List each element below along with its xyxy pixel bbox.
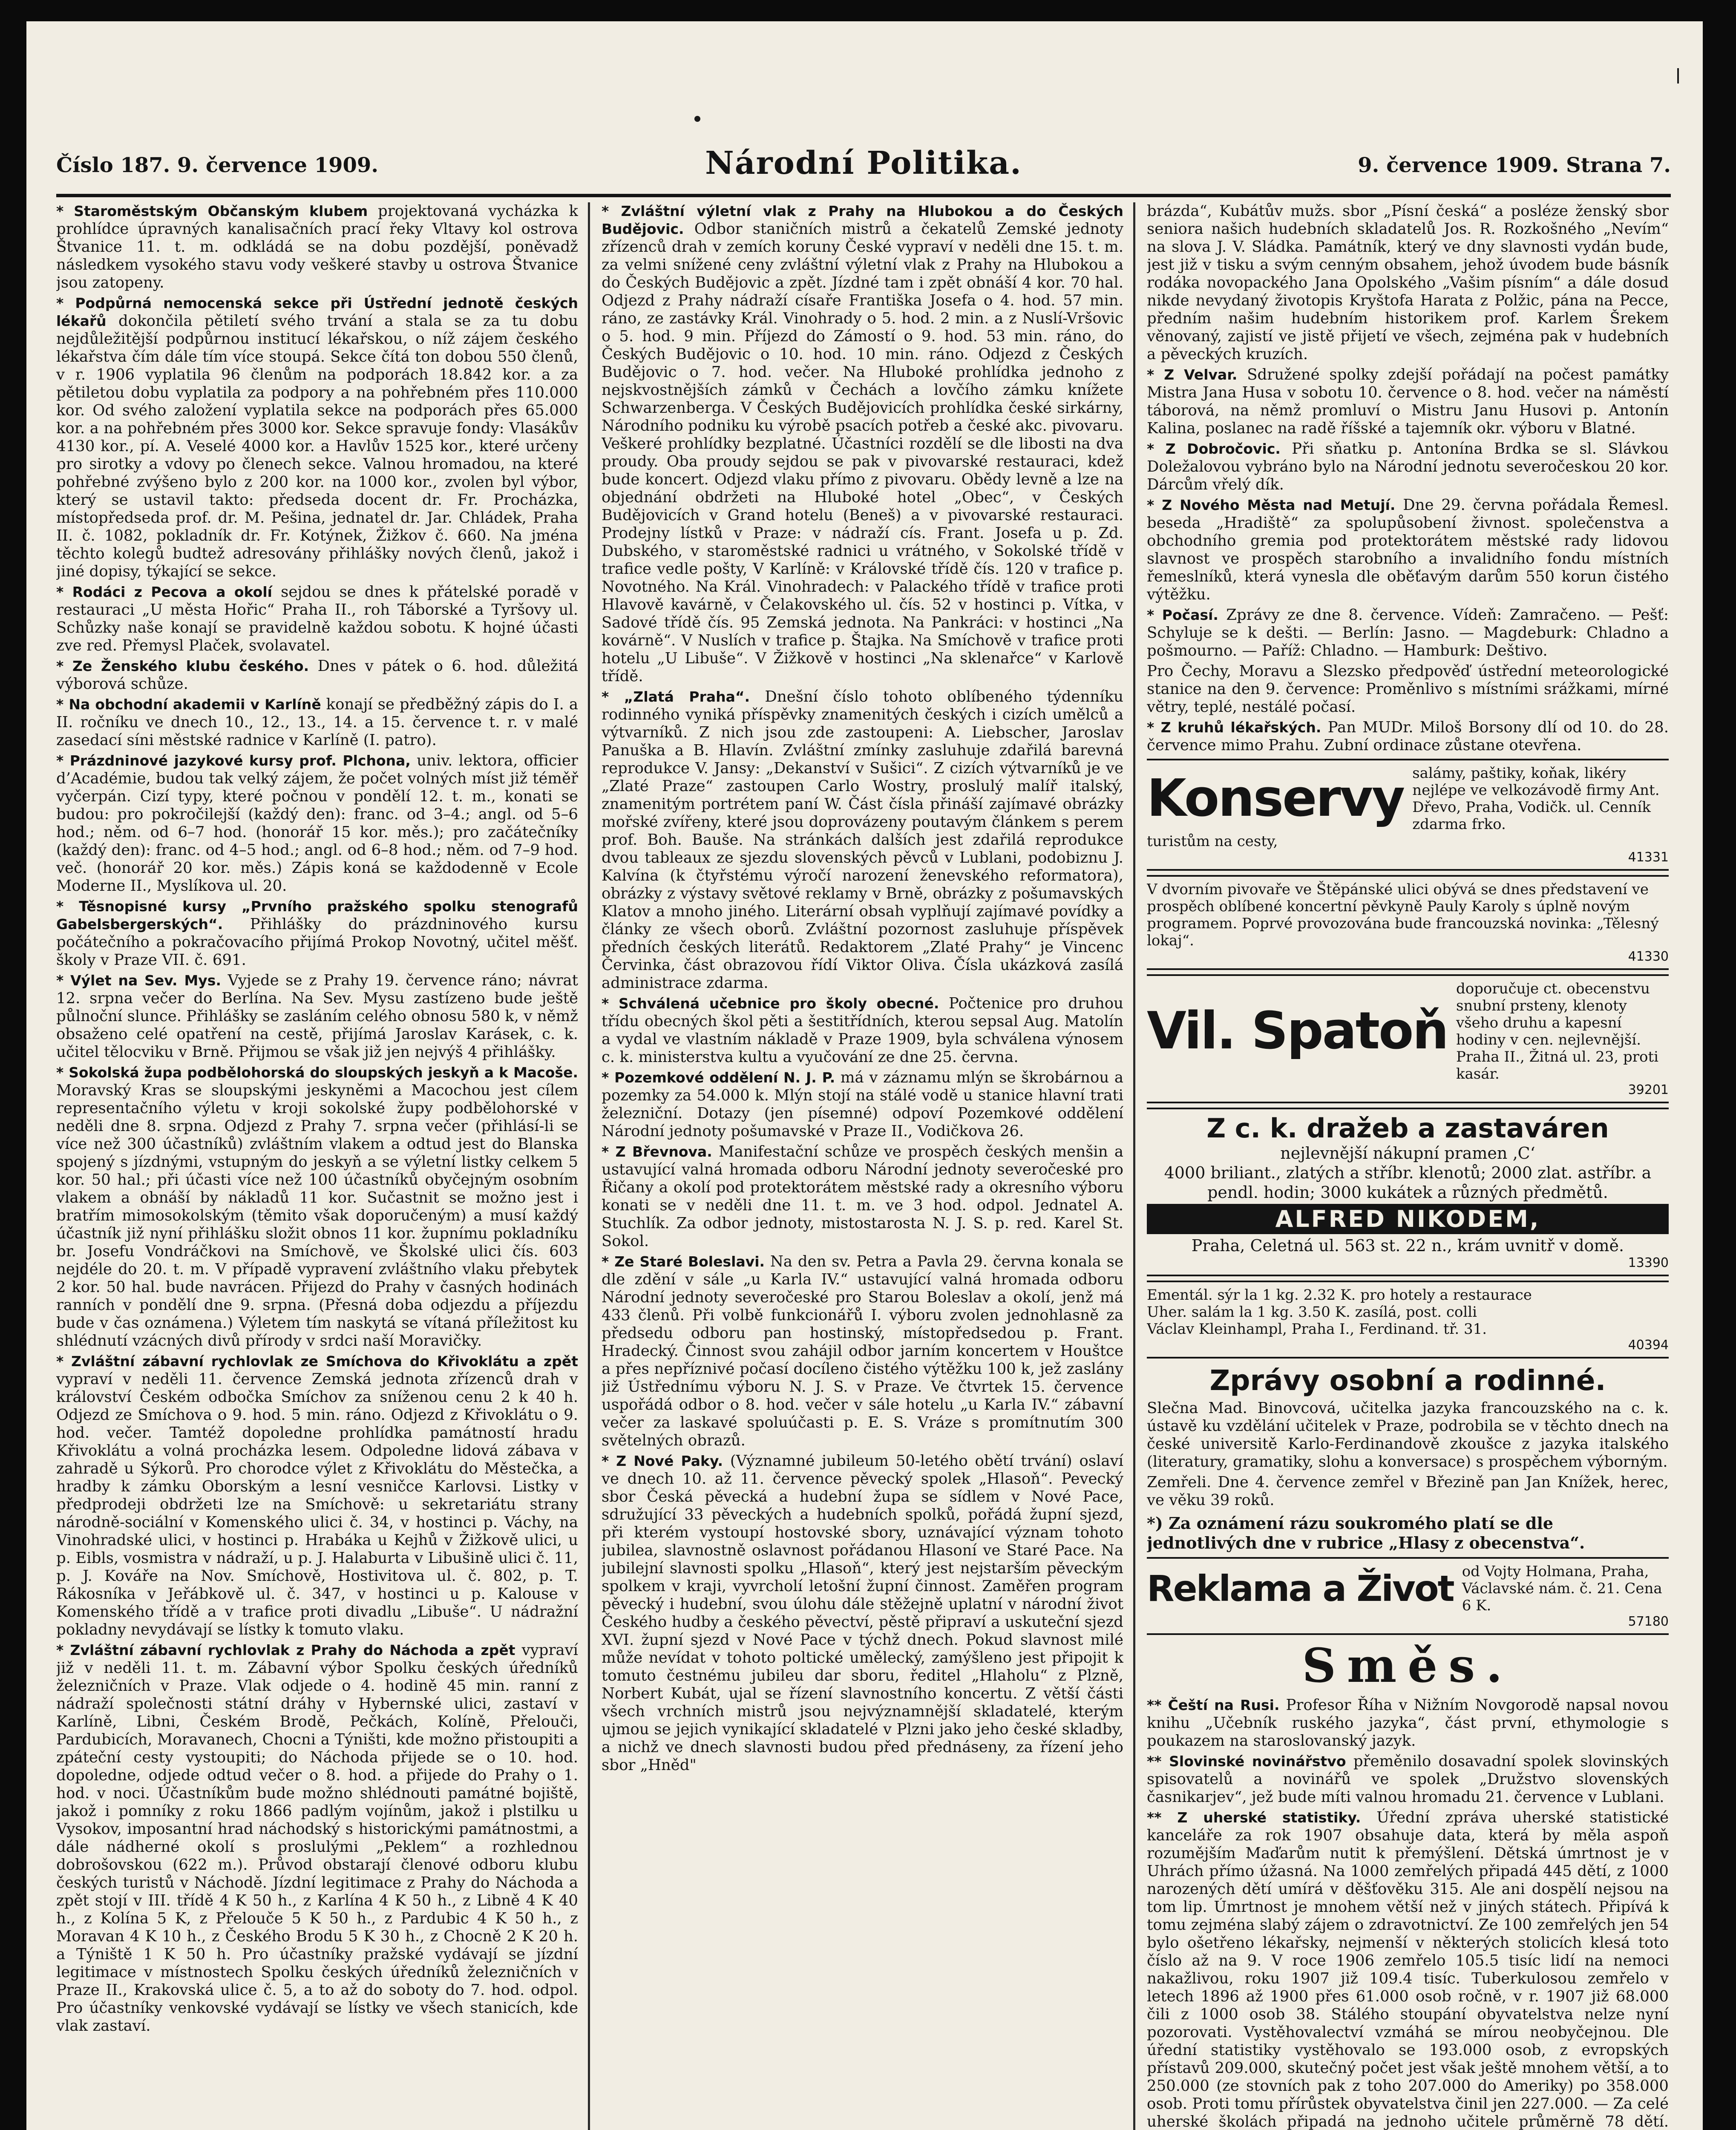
ad-text: salámy, paštiky, koňak, likéry nejlépe ve velkozávodě firmy Ant. Dřevo, Praha, Vodičk. ul. Cenník zdarma frko. xyxy=(1412,765,1660,833)
article-body: vypraví v neděli 11. července Zemská jednota zřízenců drah v království Českém odbočka Smíchov za sníženou cenu 2 k 40 h. Odjezd ze Smíchova o 9. hod. 5 min. ráno. Odjezd z Křivoklátu o 9. hod. večer. Tamtéž dopoledne prohlídka památností hradu Křivoklátu a volná procházka lesem. Odpoledne lidová zábava v zahradě u Sýkorů. Pro chorodce výlet z Křivoklátu do Městečka, a hradby k zámku Oborským a lesní vesničce Karlovsi. Listky v předprodeji obdržeti lze na Smíchově: u sekretariátu strany národně-sociální v Komenského ulici č. 34, v hostinci p. Váchy, na Vinohradské ulici, v hostinci p. Hrabáka u Kejhů v Žižkově ulici, u p. Eibls, vosmistra v nádraží, u p. J. Halaburta v Libušině ulici č. 11, p. J. Kováře na Nov. Smíchově, Hostivitova ul. č. 802, p. T. Rákosníka v Jeřábkově ul. č. 347, v hostinci u p. Kalouse v Komenského třídě a v trafice proti divadlu „Libuše“. U nádražní pokladny nevydávají se lístky k tomuto vlaku. xyxy=(56,1370,578,1638)
ad-row xyxy=(1147,1563,1669,1614)
column-rule xyxy=(1133,202,1135,2130)
advertisement-pivovar xyxy=(1147,875,1669,970)
article xyxy=(56,1064,578,1350)
ad-number: 39201 xyxy=(1628,1082,1669,1097)
ad-number: 40394 xyxy=(1628,1338,1669,1353)
article-body: Manifestační schůze ve prospěch českých menšin a ustavující valná hromada odboru Národní jednoty severočeské pro Řičany a okolí pod protektorátem městské rady a okresního výboru konati se v neděli dne 11. t. m. ve 3 hod. odpol. Jednatel A. Stuchlík. Za odbor jednoty, mistostarosta N. J. S. p. red. Karel St. Sokol. xyxy=(602,1143,1123,1250)
article-heading: * Z Břevnova. xyxy=(602,1143,712,1160)
article xyxy=(1147,496,1669,604)
article-body: Zemřeli. Dne 4. července zemřel v Březině pan Jan Knížek, herec, ve věku 39 roků. xyxy=(1147,1474,1669,1509)
ad-subtext: turistům na cesty, xyxy=(1147,833,1278,850)
ad-line: Ementál. sýr la 1 kg. 2.32 K. pro hotely a restaurace xyxy=(1147,1287,1532,1304)
article-body: vypraví již v neděli 11. t. m. Zábavní výbor Spolku českých úředníků železničních v Praze. Vlak odjede o 4. hodině 45 min. ranní z nádraží společnosti státní dráhy v Hybernské ulici, zastaví v Karlíně, Libni, Českém Brodě, Pečkách, Kolíně, Přelouči, Pardubicích, Moravanech, Chocni a Týništi, kde možno přistoupiti a zpáteční cesty vystoupiti; do Náchoda přijede se o 10. hod. dopoledne, odjede odtud večer o 8. hod. a přijede do Prahy o 1. hod. v noci. Účastníkům bude možno shlédnouti památné bojiště, jakož i pomníky z roku 1866 padlým vojínům, jakož i plstilku u Vysokov, imposantní hrad náchodský s historickými památnostmi, a dále nádherné okolí s proslulými „Peklem“ a rozhlednou dobrošovskou (622 m.). Průvod obstarají členové odboru klubu českých turistů v Náchodě. Jízdní legitimace z Prahy do Náchoda a zpět stojí v III. třídě 4 K 50 h., z Karlína 4 K 50 h., z Libně 4 K 40 h., z Kolína 5 K, z Přelouče 5 K 50 h., z Pardubic 4 K 50 h., z Moravan 4 K 10 h., z Českého Brodu 5 K 30 h., z Chocně 2 K 20 h. a Týniště 1 K 50 h. Pro účastníky pražské vydávají se jízdní legitimace v místnostech Spolku českých úředníků železničních v Praze II., Krakovská ulice č. 5, a to až do soboty do 7. hod. odpol. Pro účastníky venkovské vydávají se lístky ve všech stanicích, kde vlak zastaví. xyxy=(56,1641,578,2035)
article xyxy=(1147,440,1669,494)
ad-row xyxy=(1147,765,1669,833)
article xyxy=(1147,1474,1669,1509)
article-body: Zprávy ze dne 8. července. Vídeň: Zamračeno. — Pešť: Schyluje se k dešti. — Berlín: Jasno. — Magdeburk: Chladno a pošmourno. — Paříž: Chladno. — Hamburk: Deštivo. xyxy=(1147,606,1669,659)
article-body: Profesor Říha v Nižním Novgorodě napsal novou knihu „Učebník ruského jazyka“, část první, ethymologie s poukazem na staroslovanský jazyk. xyxy=(1147,1696,1669,1750)
article-heading: * Pozemkové oddělení N. J. P. xyxy=(602,1069,835,1086)
article-heading: * Z Dobročovic. xyxy=(1147,440,1281,457)
article-body: Dne 29. června pořádala Řemesl. beseda „Hradiště“ za spolupůsobení živnost. společenstva a obchodního gremia pod protektorátem městské rady lidovou slavnost ve prospěch starobního a invalidního fondu místních řemeslníků, která vynesla dle oběťavým darům 550 korun čistého výtěžku. xyxy=(1147,496,1669,603)
article-heading: * Ze Staré Boleslavi. xyxy=(602,1253,765,1270)
date-page: 9. července 1909. Strana 7. xyxy=(1358,153,1671,177)
article xyxy=(56,294,578,581)
article-heading: * Počasí. xyxy=(1147,607,1218,623)
article-heading: ** Z uherské statistiky. xyxy=(1147,1809,1361,1826)
article xyxy=(56,752,578,895)
article-heading: * Zvláštní výletní vlak z Prahy na Hlubokou a do Českých Budějovic. xyxy=(602,203,1123,237)
article xyxy=(1147,366,1669,438)
article xyxy=(1147,202,1669,363)
article-heading: * Těsnopisné kursy „Prvního pražského spolku stenografů Gabelsbergerských“. xyxy=(56,898,578,933)
article xyxy=(1147,1399,1669,1471)
article-heading: * Na obchodní akademii v Karlíně xyxy=(56,696,321,713)
article xyxy=(1147,1696,1669,1750)
column-3 xyxy=(1147,202,1669,2130)
ad-line: 4000 briliant., zlatých a stříbr. klenotů; 2000 zlat. astříbr. a pendl. hodin; 3000 kukátek a různých předmětů. xyxy=(1164,1163,1652,1202)
article xyxy=(56,583,578,655)
article-heading: * Rodáci z Pecova a okolí xyxy=(56,584,272,600)
article-heading: * Sokolská župa podbělohorská do sloupských jeskyň a k Macoše. xyxy=(56,1064,578,1081)
article-body: Moravský Kras se sloupskými jeskyněmi a Macochou jest cílem representačního výletu v kroji sokolské župy podbělohorské v neděli dne 8. srpna. Odjezd z Prahy 7. srpna večer (přihlásí-li se více než 300 účastníků) zvláštním vlakem a odtud jest do Blanska spojený s jízdnými, vstupným do jeskyň a se výletní listky celkem 5 kor. 50 hal.; při účasti více než 100 účastníků obyčejným osobním vlakem a obnáší by nákladů 11 kor. Sučastnit se možno jest i bratřím mimosokolským (těmito však doporučeným) a musí každý účastník již nyní přihlášku složit obnos 11 kor. župnímu pokladníku br. Josefu Vondráčkovi na Smíchově, ve Školské ulici čís. 603 nejdéle do 20. t. m. V případě vypravení zvláštního vlaku přebytek 2 kor. 50 hal. bude navrácen. Přijezd do Prahy v časných hodinách ranních v pondělí dne 9. srpna. (Přesná doba odjezdu a příjezdu bude v čas oznámena.) Výletem tím naskytá se vítaná příležitost ku shlédnutí vzácných divů přírody v srdci naší Moravičky. xyxy=(56,1082,578,1350)
article xyxy=(1147,1809,1669,2130)
article xyxy=(602,202,1123,685)
advertisement-spaton xyxy=(1147,974,1669,1103)
ad-headline: Vil. Spatoň xyxy=(1147,1002,1448,1061)
article-heading: * Staroměstským Občanským klubem xyxy=(56,203,368,219)
ad-address: Praha, Celetná ul. 563 st. 22 n., krám uvnitř v domě. xyxy=(1191,1236,1624,1255)
article-body: projektovaná vycházka k prohlídce úpravných kanalisačních prací řeky Vltavy kol ostrova Štvanice 11. t. m. odkládá se na dobu pozdější, poněvadž následkem vysokého stavu vody veškeré stavby u ostrova Štvanice jsou zatopeny. xyxy=(56,202,578,291)
article-body: Odbor staničních mistrů a čekatelů Zemské jednoty zřízenců drah v zemích koruny České vypraví v neděli dne 15. t. m. za velmi snížené ceny zvláštní výletní vlak z Prahy na Hlubokou a do Českých Budějovic a zpět. Jízdné tam i zpět obnáší 4 kor. 70 hal. Odjezd z Prahy nádraží císaře Františka Josefa o 4. hod. 57 min. ráno, ze zastávky Král. Vinohrady o 5. hod. 2 min. a z Nuslí-Vršovic o 5. hod. 9 min. Příjezd do Zámostí o 9. hod. 53 min. ráno, do Českých Budějovic o 10. hod. 10 min. ráno. Odjezd z Českých Budějovic o 7. hod. večer. Na Hluboké prohlídka jednoho z nejskvostnějších zámků v Čechách a lovčího zámku knížete Schwarzenberga. V Českých Budějovicích prohlídka české sirkárny, Národního podniku ku výrobě psacích potřeb a české akc. pivovaru. Veškeré prohlídky bezplatné. Účastníci rozdělí se dle libosti na dva proudy. Oba proudy sejdou se pak v pivovarské restauraci, kdež bude koncert. Odjezd vlaku přímo z pivovaru. Obědy levně a lze na objednání obdržeti na Hluboké hotel „Obec“, v Českých Budějovicích v Grand hotelu (Beneš) a v pivovarské restauraci. Prodejny lístků v Praze: v nádraží cís. Frant. Josefa u p. Zd. Dubského, v staroměstské radnici u vrátného, v Sokolské třídě v trafice vedle pošty, V Karlíně: v Královské třídě čís. 120 v trafice p. Novotného. Na Král. Vinohradech: v Palackého třídě v trafice proti Hlavově kavárně, v Čelakovského ul. čís. 52 v hostinci p. Vítka, v Sadové třídě čís. 95 Zemská jednota. Na Pankráci: v hostinci „Na kovárně“. V Nuslích v trafice p. Štajka. Na Smíchově v trafice proti hotelu „U Libuše“. V Žižkově v hostinci „Na sklenařce“ v Karlově třídě. xyxy=(602,220,1123,685)
article-heading: ** Čeští na Rusi. xyxy=(1147,1697,1280,1713)
article-heading: * Zvláštní zábavní rychlovlak z Prahy do Náchoda a zpět xyxy=(56,1642,515,1658)
article-body: Slečna Mad. Binovcová, učitelka jazyka francouzského na c. k. ústavě ku vzdělání učitelek v Praze, podrobila se v těchto dnech na české universitě Karlo-Ferdinandově zkoušce z jazyka italského (literatury, gramatiky, slohu a konversace) s prospěchem výborným. xyxy=(1147,1399,1669,1471)
article xyxy=(56,696,578,749)
issue-number: Číslo 187. 9. července 1909. xyxy=(56,153,379,177)
article xyxy=(56,1641,578,2035)
ad-text: V dvorním pivovaře ve Štěpánské ulici obývá se dnes představení ve prospěch oblíbené koncertní pěvkyně Pauly Karoly s úplně novým programem. Poprvé provozována bude francouzská novinka: „Tělesný lokaj“. xyxy=(1147,881,1659,949)
ad-title: Z c. k. dražeb a zastaváren xyxy=(1206,1113,1609,1144)
ad-number: 41330 xyxy=(1628,949,1669,964)
article-body: Při sňatku p. Antonína Brdka se sl. Slávkou Doležalovou vybráno bylo na Národní jednotu severočeskou 20 kor. Dárcům vřelý dík. xyxy=(1147,440,1669,493)
article xyxy=(602,995,1123,1066)
article xyxy=(602,1253,1123,1450)
scan-mark xyxy=(1677,68,1679,83)
article-body: (Významné jubileum 50-letého obětí trvání) oslaví ve dnech 10. až 11. července pěvecký spolek „Hlasoň“. Pevecký sbor Česká pěvecká a hudební župa se sídlem v Nové Pace, sdružující 33 pěveckých a hudebních spolků, pořádá župní sjezd, při kterém vystoupí hostovské sbory, uznávající význam tohoto jubilea, slavnostně oslavnost pořádanou Hlasoní ve Staré Pace. Na jubilejní slavnosti spolku „Hlasoň“, který jest nejstarším pěveckým spolkem v kraji, vyvrcholí letošní župní činnost. Zaměřen program pěvecký i hudební, svou úlohu dále stěžejně uplatní v národní život Českého hudby a českého pěvectví, pěstě připraví a uskuteční sjezd XVI. župní sjezd v Nové Pace v týchž dnech. Pokud slavnost milé může nevídat v tohoto poltické umělecký, zamýšleno jest připojit k tomuto čestnému jubileu dar sboru, ředitel „Hlaholu“ z Plzně, Norbert Kubát, ujal se řízení slavnostního koncertu. Z větší části všech vrchních mistrů jsou nejvýznamnější skladatelé, kterým ujmou se jejich vynikající skladatelé v Plzni jako jeho české skladby, a nichž ve dnech slavnosti budou před přednáseny, za řízení jeho sbor „Hněd" xyxy=(602,1452,1123,1774)
article xyxy=(602,1452,1123,1774)
page-header xyxy=(56,145,1671,192)
advertisement-drazeb xyxy=(1147,1108,1669,1276)
article xyxy=(56,202,578,292)
article-body: Dnes v pátek o 6. hod. důležitá výborová schůze. xyxy=(56,657,578,693)
article-heading: * Z Nového Města nad Metují. xyxy=(1147,497,1396,513)
advertisement-konservy xyxy=(1147,759,1669,871)
ad-number: 13390 xyxy=(1628,1255,1669,1270)
article-body: Dnešní číslo tohoto oblíbeného týdenníku rodinného vyniká příspěvky znamenitých českých i cizích umělců a výtvarníků. Z nich jsou zde zastoupeni: A. Liebscher, Jaroslav Panuška a B. Hlavín. Zvláštní zmínky zasluhuje zdařilá barevná reprodukce V. Jansy: „Dekanství v Sušici“. Z cizích výtvarníků je ve „Zlaté Praze“ zastoupen Carlo Wostry, proslulý malíř italský, znamenitým portrétem paní W. Část čísla přináší zajímavé obrázky mořské zvířeny, které jsou doprovázeny poutavým článkem s perem prof. Boh. Bauše. Na stránkách dalších jest zdařilá reprodukce dvou tableaux ze sjezdu slovenských pěvců v Lublani, podobiznu J. Kalvína (k čtyřstému výročí narození ženevského reformatora), obrázky z výstavy světové reklamy v Brně, obrázky z pošumavských Klatov a mnoho jiného. Literární obsah vyplňují zajímavé povídky a články ze všech oborů. Zvláštní pozornost zasluhuje příspěvek předních českých literátů. Redaktorem „Zlaté Prahy“ je Vincenc Červinka, část obrazovou řídí Viktor Oliva. Čísla ukázková zasílá administrace zdarma. xyxy=(602,688,1123,992)
article-body: Na den sv. Petra a Pavla 29. června konala se dle zdění v sále „u Karla IV.“ ustavující valná hromada odboru Národní jednoty severočeské pro Starou Boleslav a okolí, jenž má 433 členů. Při volbě funkcionářů I. výboru zvolen jednohlasně za předsedu odboru pan hostinský, místopředsedou p. Frant. Hradecký. Činnost svou zahájil odbor jarním koncertem v Houštce a přes nepříznivé počasí docíleno čistého výtěžku 100 k, jež zaslány již Ústřednímu výboru N. J. S. v Praze. Ve čtvrtek 15. července uspořádá odbor o 8. hod. večer v sále hotelu „u Karla IV.“ zábavní večer za laskavé spoluúčasti p. E. S. Vráze s promítnutím 300 světelných obrazů. xyxy=(602,1253,1123,1449)
masthead-title: Národní Politika. xyxy=(705,145,1022,181)
ad-headline: Reklama a Život xyxy=(1147,1568,1454,1609)
article-heading: * Výlet na Sev. Mys. xyxy=(56,972,221,989)
ad-text: doporučuje ct. obecenstvu snubní prsteny, klenoty všeho druhu a kapesní hodiny v cen. nejlevnější. Praha II., Žitná ul. 23, proti kasár. xyxy=(1456,980,1659,1082)
advertisement-emental xyxy=(1147,1281,1669,1359)
article-body: univ. lektora, officier d’Académie, budou tak velký zájem, že počet volných míst již téměř vyčerpán. Cizí typy, které počnou v pondělí 12. t. m., konati se budou: pro pokročilejší (každý den): franc. od 3–4.; angl. od 5–6 hod.; něm. od 6–7 hod. (honorář 15 kor. měs.); pro začátečníky (každý den): franc. od 4–5 hod.; angl. od 6–8 hod.; něm. od 7–9 hod. več. (honorář 20 kor. měs.) Zápis koná se každodenně v Ecole Moderne II., Myslíkova ul. 20. xyxy=(56,752,578,895)
ad-line: nejlevnější nákupní pramen ‚C‘ xyxy=(1280,1144,1535,1163)
article-body: konají se předběžný zápis do I. a II. ročníku ve dnech 10., 12., 13., 14. a 15. července t. r. v malé zasedací síni městské radnice v Karlíně (I. patro). xyxy=(56,696,578,749)
column-1 xyxy=(56,202,578,2130)
article-body: Sdružené spolky zdejší pořádají na počest památky Mistra Jana Husa v sobotu 10. července o 8. hod. večer na náměstí táborová, na němž promluví o Mistru Janu Husovi p. Antonín Kalina, poslanec na radě říšské a tajemník okr. výboru v Blatné. xyxy=(1147,366,1669,437)
header-rule xyxy=(56,194,1671,197)
column-2 xyxy=(602,202,1123,2130)
section-title-smes: Směs. xyxy=(1302,1638,1514,1693)
article xyxy=(602,688,1123,992)
ad-row xyxy=(1147,980,1669,1082)
section-title-zpravy: Zprávy osobní a rodinné. xyxy=(1209,1364,1606,1397)
article-body: Úřední zpráva uherské statistické kanceláře za rok 1907 obsahuje data, která by měla aspoň rozumějším Maďarům nutit k přemýšlení. Dětská úmrtnost je v Uhrách přímo úžasná. Na 1000 zemřelých připadá 445 dětí, z 1000 narozených dětí umírá v děšťověku 315. Ale ani dospělí nejsou na tom lip. Úmrtnost je mnohem větší než v jiných státech. Připívá k tomu zejména slabý zájem o zdravotnictví. Ze 100 zemřelých jen 54 bylo ošetřeno lékařsky, nejmenší v některých stolicích klesá toto číslo až na 9. V roce 1906 zemřelo 105.5 tisíc lidí na nemoci nakažlivou, roku 1907 již 109.4 tisíc. Tuberkulosou zemřelo v letech 1896 až 1900 přes 61.000 osob ročně, v r. 1907 již 68.000 čili z 1000 osob 38. Stálého stoupání obyvatelstva nelze nyní pozorovati. Vystěhovalectví vzmáhá se mírou neobyčejnou. Dle úřední statistiky vystěhovalo se 193.000 osob, z evropských přístavů 209.000, skutečný počet jest však ještě mnohem větší, a to 250.000 (ze stovních pak z toho 207.000 do Ameriky) po 358.000 osob. Proti tomu přírůstek obyvatelstva činil jen 227.000. — Za celé uherské školách připadá na jednoho učitele průměrně 78 dětí. xyxy=(1147,1809,1669,2130)
article xyxy=(1147,719,1669,754)
article-body: Přihlášky do prázdninového kursu počátečního a pokračovacího přijímá Prokop Novotný, učitel měšť. školy v Praze VII. č. 691. xyxy=(56,915,578,969)
article-heading: * Schválená učebnice pro školy obecné. xyxy=(602,995,939,1012)
article xyxy=(56,657,578,693)
article-heading: * Prázdninové jazykové kursy prof. Plchona, xyxy=(56,752,411,769)
article-heading: * Z Nové Paky. xyxy=(602,1453,723,1469)
article xyxy=(602,1143,1123,1250)
article-body: Počtenice pro druhou třídu obecných škol pěti a šestitřídních, kterou sepsal Aug. Matolín a vydal ve vlastním nákladě v Praze 1909, byla schválena výnosem c. k. ministerstva kultu a vyučování ze dne 25. června. xyxy=(602,995,1123,1066)
ad-line: Uher. salám la 1 kg. 3.50 K. zasílá, post. colli xyxy=(1147,1304,1477,1321)
ad-text: od Vojty Holmana, Praha, Václavské nám. č. 21. Cena 6 K. xyxy=(1462,1563,1662,1614)
scan-dot xyxy=(694,116,700,122)
article-body: přeměnilo dosavadní spolek slovinských spisovatelů a novinářů ve spolek „Družstvo slovenských časnikarjev“, jež bude míti valnou hromadu 21. července v Lublani. xyxy=(1147,1753,1669,1806)
article xyxy=(1147,606,1669,660)
ad-name-box: ALFRED NIKODEM, xyxy=(1147,1204,1669,1234)
article-heading: * Z kruhů lékařských. xyxy=(1147,719,1321,736)
article-body: Vyjede se z Prahy 19. července ráno; návrat 12. srpna večer do Berlína. Na Sev. Mysu zastízeno bude ještě půlnoční slunce. Přihlášky se zasláním celého obnosu 580 k, v němž obsaženo celé opatření na cestě, přijímá Jaroslav Karásek, c. k. učitel tělocviku v Brně. Přijmou se však již jen nejvýš 4 přihlášky. xyxy=(56,972,578,1061)
article-body: sejdou se dnes k přátelské poradě v restauraci „U města Hořic“ Praha II., roh Táborské a Tyršovy ul. Schůzky naše konají se pravidelně každou sobotu. K hojné účasti zve red. Přemysl Plaček, svolavatel. xyxy=(56,583,578,654)
article xyxy=(1147,1753,1669,1806)
ad-number: 57180 xyxy=(1628,1614,1669,1629)
article-body: dokončila pětiletí svého trvání a stala se za tu dobu nejdůležitější podpůrnou institucí lékařskou, o níž zájem českého lékařstva čím dále tím více stoupá. Sekce čítá ton dobou 550 členů, v r. 1906 vyplatila 96 členům na podporách 18.842 kor. a za pětiletou dobu vyplatila za podpory a na pohřebném přes 110.000 kor. Od svého založení vyplatila sekce na podporách přes 65.000 kor. a na pohřebném přes 3000 kor. Sekce spravuje fondy: Vlasákův 4130 kor., pí. A. Veselé 4000 kor. a Havlův 1525 kor., které určeny pro sirotky a vdovy po členech sekce. Valnou hromadou, na které pohřebné zvýšeno bylo z 200 kor. na 1000 kor., zvolen byl výbor, který se ustavil takto: předseda docent dr. Fr. Procházka, místopředseda prof. dr. M. Pešina, jednatel dr. Jar. Chládek, Praha II. č. 1082, pokladník dr. Fr. Kotýnek, Žižkov č. 660. Na jména těchto kolegů budtež adresovány přihlášky nových členů, jakož i jiné dopisy, týkající se sekce. xyxy=(56,312,578,580)
article-body: má v záznamu mlýn se škrobárnou a pozemky za 54.000 k. Mlýn stojí na stálé vodě u stanice hlavní trati železniční. Dotazy (jen písemné) odpoví Pozemkové oddělení Národní jednoty pošumavské v Praze II., Vodičkova 26. xyxy=(602,1069,1123,1140)
advertisement-reklama xyxy=(1147,1557,1669,1635)
column-rule xyxy=(588,202,590,2130)
newspaper-page xyxy=(26,21,1703,2130)
article-body: brázda“, Kubátův mužs. sbor „Písní česká“ a posléze ženský sbor seniora našich hudebních skladatelů Jos. R. Rozkošného „Nevím“ na slova J. V. Sládka. Památník, který ve dny slavnosti vydán bude, jest již v tisku a svým cenným obsahem, jehož úvodem bude básník rodáka novopackého Jana Opolského „Vašim písním“ a dále dosud nikde nevydaný životopis Kryštofa Harata z Polžic, pána na Pecce, předním našim hudebním historikem prof. Karlem Šrekem věnovaný, zajistí ve jistě přijetí ve všech, zejména pak v hudebních a pěveckých kruzích. xyxy=(1147,202,1669,363)
ad-line: Václav Kleinhampl, Praha I., Ferdinand. tř. 31. xyxy=(1147,1321,1487,1338)
note: *) Za oznámení rázu soukromého platí se dle jednotlivých dne v rubrice „Hlasy z obecenstva“. xyxy=(1147,1514,1585,1552)
article xyxy=(56,972,578,1061)
article-heading: * „Zlatá Praha“. xyxy=(602,688,750,705)
article-heading: * Zvláštní zábavní rychlovlak ze Smíchova do Křivoklátu a zpět xyxy=(56,1353,578,1370)
article-heading: ** Slovinské novinářstvo xyxy=(1147,1753,1346,1770)
article-heading: * Ze Ženského klubu českého. xyxy=(56,658,309,674)
article xyxy=(56,898,578,969)
article xyxy=(602,1069,1123,1140)
article-heading: * Podpůrná nemocenská sekce při Ústřední jednotě českých lékařů xyxy=(56,295,578,329)
article-body: Pan MUDr. Miloš Borsony dlí od 10. do 28. července mimo Prahu. Zubní ordinace zůstane otevřena. xyxy=(1147,719,1669,754)
article-body: Pro Čechy, Moravu a Slezsko předpověď ústřední meteorologické stanice na den 9. července: Proměnlivo s místními srážkami, mírné větry, teplé, nestálé počasí. xyxy=(1147,662,1669,716)
article xyxy=(56,1353,578,1639)
ad-number: 41331 xyxy=(1628,850,1669,865)
article xyxy=(1147,662,1669,716)
ad-headline: Konservy xyxy=(1147,769,1404,828)
article-heading: * Z Velvar. xyxy=(1147,366,1238,383)
